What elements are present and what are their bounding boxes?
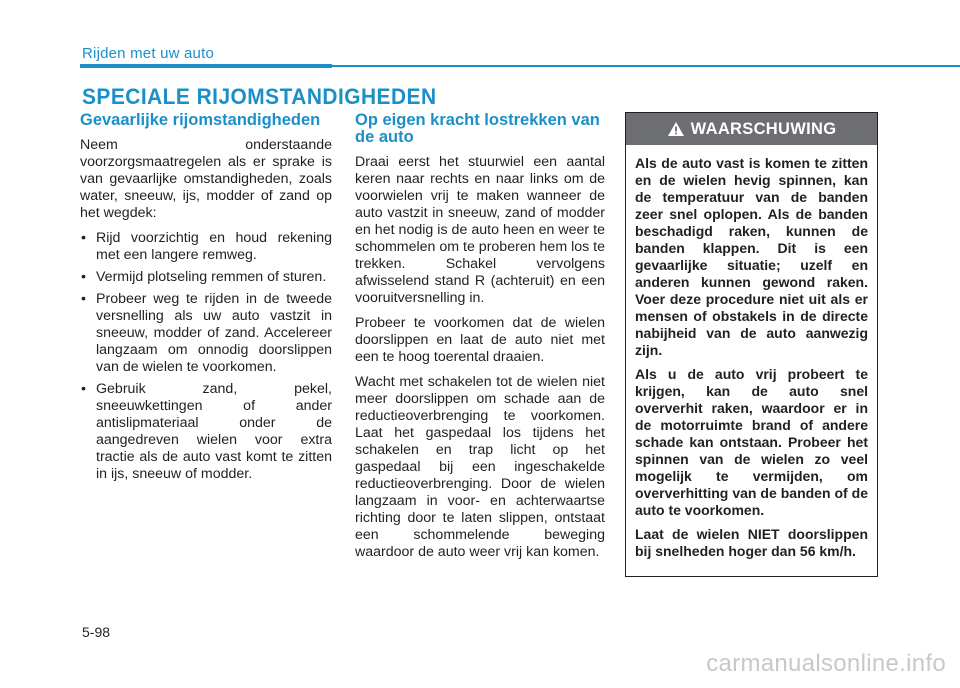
header-rule xyxy=(332,65,960,67)
header-rule-accent xyxy=(80,64,332,68)
warning-paragraph: Laat de wielen NIET doorslippen bij snelheden hoger dan 56 km/h. xyxy=(635,526,868,559)
section-title: SPECIALE RIJOMSTANDIGHEDEN xyxy=(82,84,437,109)
list-item: • Probeer weg te rijden in de tweede versnelling als uw auto vastzit in sneeuw, modder of zand. Accelereer langzaam om onnodig doorslippen van de wielen te voorkomen. xyxy=(80,291,332,376)
column-rocking-vehicle xyxy=(355,112,605,569)
heading-rocking-vehicle: Op eigen kracht lostrekken van de auto xyxy=(355,111,600,146)
intro-paragraph: Neem onderstaande voorzorgsmaatregelen als er sprake is van gevaarlijke omstandigheden, zoals water, sneeuw, ijs, modder of zand op het wegdek: xyxy=(80,137,332,221)
list-item: • Gebruik zand, pekel, sneeuwkettingen of ander antislipmateriaal onder de aangedreven wielen voor extra tractie als de auto vast komt te zitten in ijs, sneeuw of modder. xyxy=(80,381,332,483)
page-number: 5-98 xyxy=(82,624,111,640)
column-hazardous-conditions xyxy=(80,112,332,488)
body-paragraph: Wacht met schakelen tot de wielen niet meer doorslippen om schade aan de reductieoverbrenging te voorkomen. Laat het gaspedaal los tijdens het schakelen en trap licht op het gaspedaal bij een ingeschakelde reductieoverbrenging. Door de wielen langzaam in voor- en achterwaartse richting door te laten slippen, ontstaat een schommelende beweging waardoor de auto weer vrij kan komen. xyxy=(355,374,605,560)
body-paragraph: Probeer te voorkomen dat de wielen doorslippen en laat de auto niet met een te hoog toerental draaien. xyxy=(355,315,605,365)
list-item: • Vermijd plotseling remmen of sturen. xyxy=(80,269,332,286)
warning-body xyxy=(626,145,877,560)
warning-title: WAARSCHUWING xyxy=(690,119,837,138)
heading-hazardous-conditions: Gevaarlijke rijomstandigheden xyxy=(80,111,321,129)
warning-triangle-icon xyxy=(667,121,685,137)
watermark: carmanualsonline.info xyxy=(706,650,946,677)
warning-header xyxy=(626,113,877,145)
body-paragraph: Draai eerst het stuurwiel een aantal keren naar rechts en naar links om de voorwielen vrij te maken wanneer de auto vastzit in sneeuw, zand of modder en het nodig is de auto heen en weer te schommelen om te proberen hem los te trekken. Schakel vervolgens afwisselend stand R (achteruit) en een vooruitversnelling in. xyxy=(355,154,605,306)
precautions-list xyxy=(80,230,332,483)
warning-paragraph: Als u de auto vrij probeert te krijgen, kan de auto snel oververhit raken, waardoor er in de motorruimte brand of andere schade kan ontstaan. Probeer het spinnen van de wielen zo veel mogelijk te vermijden, om oververhitting van de banden of de auto te voorkomen. xyxy=(635,366,868,518)
chapter-header: Rijden met uw auto xyxy=(82,45,215,62)
warning-paragraph: Als de auto vast is komen te zitten en de wielen hevig spinnen, kan de temperatuur van de banden zeer snel oplopen. Als de banden beschadigd raken, kunnen de banden klappen. Dit is een gevaarlijke situatie; uzelf en anderen kunnen gewond raken. Voer deze procedure niet uit als er mensen of obstakels in de directe nabijheid van de auto aanwezig zijn. xyxy=(635,155,868,358)
warning-box xyxy=(625,112,878,577)
list-item: • Rijd voorzichtig en houd rekening met een langere remweg. xyxy=(80,230,332,264)
